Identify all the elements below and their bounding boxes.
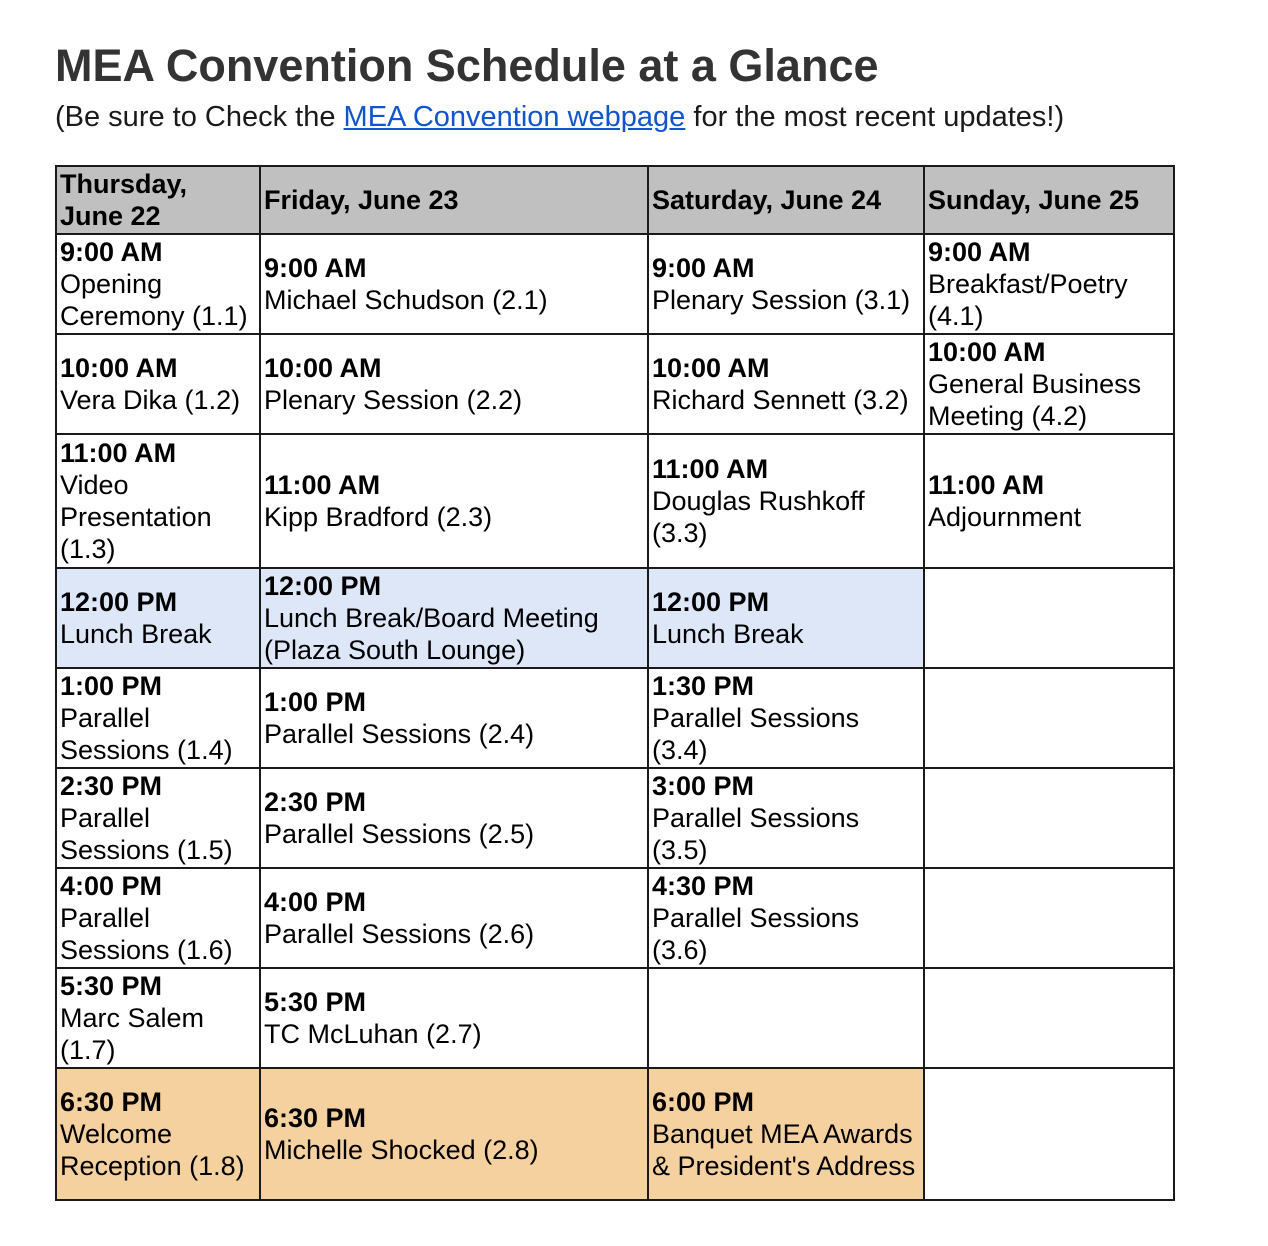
session-time: 4:00 PM xyxy=(264,887,367,917)
session-event: TC McLuhan (2.7) xyxy=(264,1019,482,1049)
session-time: 6:00 PM xyxy=(652,1087,755,1117)
schedule-cell xyxy=(260,434,648,568)
session-time: 5:30 PM xyxy=(60,971,163,1001)
session-time: 6:30 PM xyxy=(60,1087,163,1117)
page-subtitle xyxy=(55,98,1064,136)
schedule-cell xyxy=(648,568,924,668)
session-event: Lunch Break xyxy=(60,619,212,649)
session-event: Welcome Reception (1.8) xyxy=(60,1119,245,1181)
schedule-cell xyxy=(260,768,648,868)
session-time: 9:00 AM xyxy=(60,237,163,267)
day-header-friday: Friday, June 23 xyxy=(260,166,648,234)
session-time: 2:30 PM xyxy=(264,787,367,817)
table-row xyxy=(56,668,1174,768)
session-event: Parallel Sessions (3.5) xyxy=(652,803,860,865)
schedule-cell xyxy=(56,668,260,768)
day-header-sunday: Sunday, June 25 xyxy=(924,166,1174,234)
schedule-cell xyxy=(56,568,260,668)
session-event: Vera Dika (1.2) xyxy=(60,385,241,415)
session-time: 12:00 PM xyxy=(264,571,382,601)
table-row xyxy=(56,968,1174,1068)
schedule-cell xyxy=(648,1068,924,1200)
session-event: Plenary Session (3.1) xyxy=(652,285,911,315)
schedule-cell xyxy=(260,334,648,434)
session-time: 5:30 PM xyxy=(264,987,367,1017)
subtitle-suffix: for the most recent updates!) xyxy=(685,101,1065,133)
schedule-cell-empty xyxy=(648,968,924,1068)
schedule-cell xyxy=(924,434,1174,568)
session-event: Parallel Sessions (3.4) xyxy=(652,703,860,765)
header-row xyxy=(56,166,1174,234)
session-time: 12:00 PM xyxy=(652,587,770,617)
page-title: MEA Convention Schedule at a Glance xyxy=(55,40,879,91)
session-event: Richard Sennett (3.2) xyxy=(652,385,909,415)
schedule-cell xyxy=(260,868,648,968)
session-time: 6:30 PM xyxy=(264,1103,367,1133)
session-event: Breakfast/Poetry (4.1) xyxy=(928,269,1128,331)
schedule-cell xyxy=(648,234,924,334)
session-time: 2:30 PM xyxy=(60,771,163,801)
session-time: 1:00 PM xyxy=(60,671,163,701)
schedule-cell xyxy=(648,434,924,568)
session-event: Douglas Rushkoff (3.3) xyxy=(652,486,865,548)
session-event: Lunch Break xyxy=(652,619,804,649)
session-time: 4:30 PM xyxy=(652,871,755,901)
session-time: 11:00 AM xyxy=(928,470,1045,500)
schedule-cell xyxy=(648,768,924,868)
table-row-evening xyxy=(56,1068,1174,1200)
schedule-cell-empty xyxy=(924,568,1174,668)
table-row xyxy=(56,234,1174,334)
session-event: Parallel Sessions (2.5) xyxy=(264,819,535,849)
session-time: 1:30 PM xyxy=(652,671,755,701)
schedule-cell-empty xyxy=(924,968,1174,1068)
schedule-cell xyxy=(56,434,260,568)
schedule-table xyxy=(55,165,1175,1201)
session-time: 10:00 AM xyxy=(652,353,770,383)
schedule-cell-empty xyxy=(924,768,1174,868)
schedule-cell xyxy=(56,768,260,868)
session-event: Parallel Sessions (2.4) xyxy=(264,719,535,749)
session-time: 10:00 AM xyxy=(928,337,1046,367)
session-time: 1:00 PM xyxy=(264,687,367,717)
session-event: Parallel Sessions (1.4) xyxy=(60,703,233,765)
schedule-cell xyxy=(260,968,648,1068)
session-event: Adjournment xyxy=(928,502,1082,532)
session-time: 12:00 PM xyxy=(60,587,178,617)
session-event: Parallel Sessions (2.6) xyxy=(264,919,535,949)
session-time: 4:00 PM xyxy=(60,871,163,901)
session-time: 11:00 AM xyxy=(652,454,769,484)
schedule-cell xyxy=(648,334,924,434)
schedule-cell xyxy=(56,968,260,1068)
schedule-cell xyxy=(260,668,648,768)
schedule-cell xyxy=(260,234,648,334)
session-time: 10:00 AM xyxy=(264,353,382,383)
session-event: Banquet MEA Awards & President's Address xyxy=(652,1119,916,1181)
session-event: General Business Meeting (4.2) xyxy=(928,369,1142,431)
schedule-cell xyxy=(260,1068,648,1200)
session-event: Michael Schudson (2.1) xyxy=(264,285,548,315)
session-time: 11:00 AM xyxy=(60,438,177,468)
schedule-cell xyxy=(56,334,260,434)
session-event: Plenary Session (2.2) xyxy=(264,385,523,415)
session-event: Marc Salem (1.7) xyxy=(60,1003,205,1065)
table-row xyxy=(56,334,1174,434)
session-time: 9:00 AM xyxy=(928,237,1031,267)
session-time: 11:00 AM xyxy=(264,470,381,500)
session-event: Opening Ceremony (1.1) xyxy=(60,269,248,331)
convention-webpage-link[interactable]: MEA Convention webpage xyxy=(343,101,686,133)
day-header-thursday: Thursday, June 22 xyxy=(56,166,260,234)
subtitle-prefix: (Be sure to Check the xyxy=(55,101,344,133)
schedule-cell xyxy=(56,234,260,334)
schedule-cell xyxy=(56,868,260,968)
schedule-cell xyxy=(648,668,924,768)
schedule-cell xyxy=(260,568,648,668)
session-time: 9:00 AM xyxy=(264,253,367,283)
schedule-cell-empty xyxy=(924,868,1174,968)
session-event: Kipp Bradford (2.3) xyxy=(264,502,493,532)
schedule-cell xyxy=(924,334,1174,434)
schedule-cell-empty xyxy=(924,1068,1174,1200)
table-row xyxy=(56,434,1174,568)
session-event: Parallel Sessions (3.6) xyxy=(652,903,860,965)
session-time: 10:00 AM xyxy=(60,353,178,383)
schedule-cell-empty xyxy=(924,668,1174,768)
day-header-saturday: Saturday, June 24 xyxy=(648,166,924,234)
table-row xyxy=(56,868,1174,968)
schedule-cell xyxy=(924,234,1174,334)
session-time: 3:00 PM xyxy=(652,771,755,801)
session-event: Parallel Sessions (1.5) xyxy=(60,803,233,865)
table-row-lunch xyxy=(56,568,1174,668)
schedule-cell xyxy=(648,868,924,968)
session-event: Video Presentation (1.3) xyxy=(60,470,212,564)
schedule-cell xyxy=(56,1068,260,1200)
session-time: 9:00 AM xyxy=(652,253,755,283)
session-event: Lunch Break/Board Meeting (Plaza South Lounge) xyxy=(264,603,599,665)
session-event: Parallel Sessions (1.6) xyxy=(60,903,233,965)
session-event: Michelle Shocked (2.8) xyxy=(264,1135,539,1165)
table-row xyxy=(56,768,1174,868)
